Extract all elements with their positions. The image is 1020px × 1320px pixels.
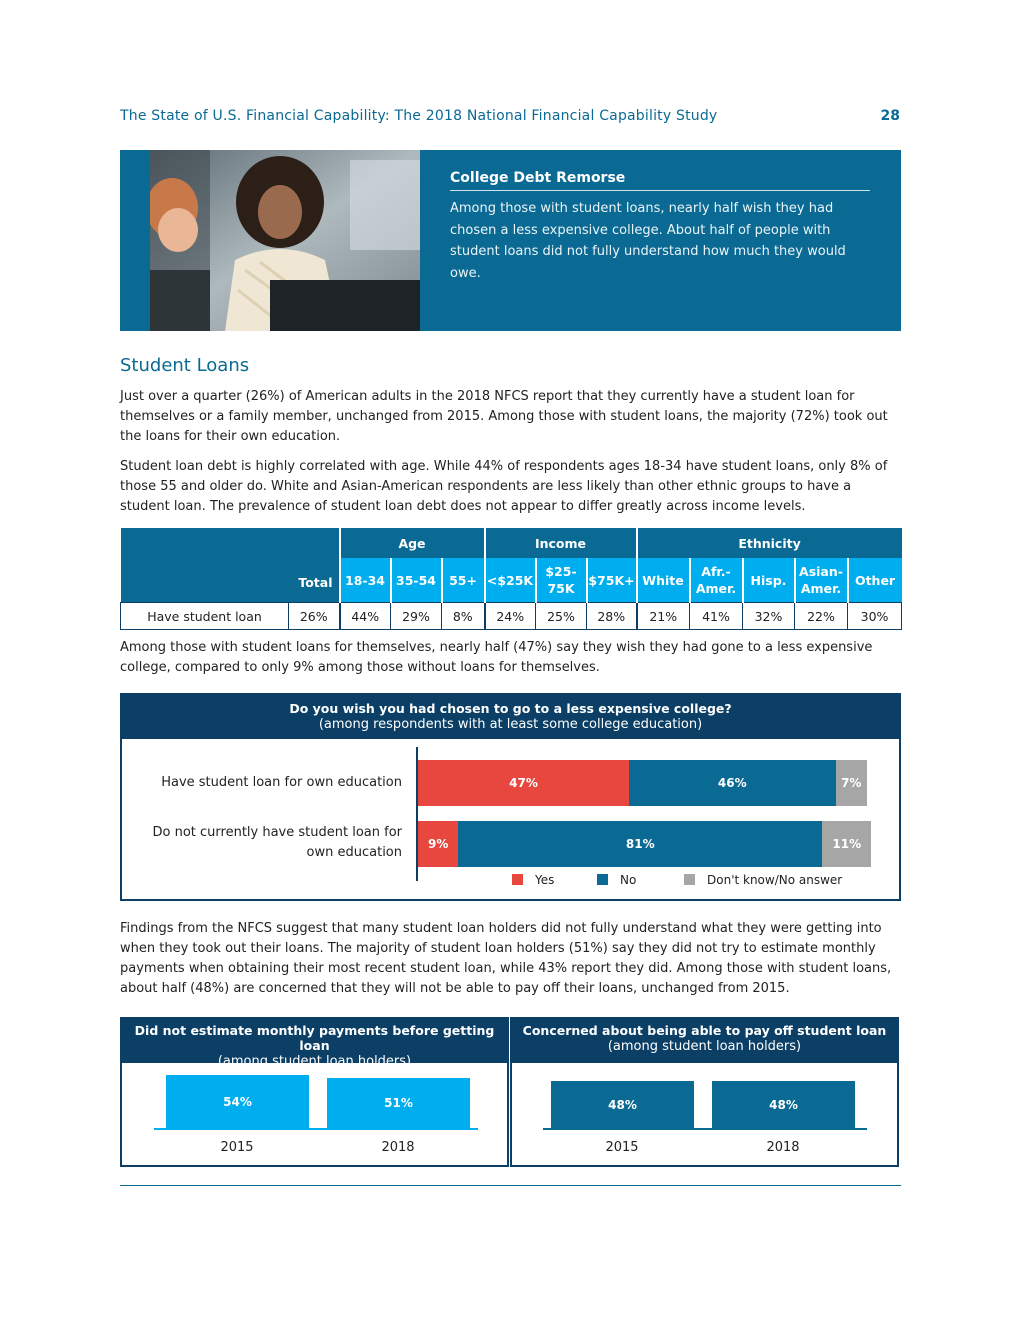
column-header: White	[637, 558, 690, 603]
column-header: Asian- Amer.	[795, 558, 848, 603]
legend-dont-know	[684, 873, 842, 887]
group-header-age: Age	[340, 528, 485, 558]
column-header: Hisp.	[743, 558, 795, 603]
year-label: 2018	[381, 1140, 415, 1155]
column-header: $25- 75K	[536, 558, 587, 603]
student-loan-demographics-table	[120, 528, 902, 630]
chart-subtitle: (among student loan holders)	[217, 1054, 412, 1069]
bar-don-t-know-no-answer-0: 7%	[836, 760, 867, 806]
table-cell: 44%	[340, 603, 391, 630]
table-cell: 8%	[442, 603, 485, 630]
year-label: 2015	[605, 1140, 639, 1155]
bar-no-0: 46%	[629, 760, 836, 806]
table-cell: 24%	[485, 603, 536, 630]
column-header: 18-34	[340, 558, 391, 603]
table-cell: 26%	[289, 603, 340, 630]
bar-2018: 51%	[327, 1078, 470, 1129]
bar-2015: 48%	[551, 1081, 694, 1129]
callout-title: College Debt Remorse	[450, 170, 870, 191]
table-cell: 21%	[637, 603, 690, 630]
group-header-income: Income	[485, 528, 637, 558]
bar-2015: 54%	[166, 1075, 309, 1129]
legend-yes	[512, 873, 554, 887]
bar-no-1: 81%	[458, 821, 822, 867]
column-header: 35-54	[391, 558, 442, 603]
table-corner	[121, 528, 340, 603]
column-header: $75K+	[587, 558, 637, 603]
group-header-ethnicity: Ethnicity	[637, 528, 902, 558]
chart-subtitle: (among student loan holders)	[607, 1039, 802, 1054]
column-header: Other	[848, 558, 902, 603]
legend-swatch	[684, 874, 695, 885]
page-number: 28	[880, 108, 900, 124]
bar-yes-0: 47%	[418, 760, 629, 806]
legend-label: Don't know/No answer	[707, 873, 843, 887]
table-cell: 30%	[848, 603, 902, 630]
chart-title: Do you wish you had chosen to go to a less expensive college?	[289, 701, 732, 716]
section-heading: Student Loans	[120, 355, 250, 376]
paragraph-1: Just over a quarter (26%) of American adults in the 2018 NFCS report that they currently have a student loan for themselves or a family member, unchanged from 2015. Among those with student loans, the majority (72%) took out the loans for their own education.	[120, 389, 888, 444]
bar-yes-1: 9%	[418, 821, 458, 867]
college-wish-chart-header	[120, 693, 901, 739]
table-cell: 28%	[587, 603, 637, 630]
year-label: 2015	[220, 1140, 254, 1155]
callout-body: Among those with student loans, nearly half wish they had chosen a less expensive college. About half of people with student loans did not fully understand how much they would owe.	[450, 201, 846, 281]
table-row	[121, 603, 902, 630]
column-header: <$25K	[485, 558, 536, 603]
chart-title: Did not estimate monthly payments before getting loan	[134, 1023, 495, 1053]
table-cell: 41%	[690, 603, 743, 630]
bar-don-t-know-no-answer-1: 11%	[822, 821, 871, 867]
table-cell: 25%	[536, 603, 587, 630]
running-header-title: The State of U.S. Financial Capability: The 2018 National Financial Capability Study	[120, 108, 718, 124]
table-cell: 22%	[795, 603, 848, 630]
paragraph-3: Among those with student loans for themselves, nearly half (47%) say they wish they had gone to a less expensive college, compared to only 9% among those without loans for themselves.	[120, 640, 873, 675]
category-label: Do not currently have student loan for own education	[152, 825, 402, 860]
legend-swatch	[512, 874, 523, 885]
column-header: Afr.- Amer.	[690, 558, 743, 603]
legend-swatch	[597, 874, 608, 885]
legend-label: Yes	[535, 873, 555, 887]
chart-subtitle: (among respondents with at least some college education)	[318, 717, 703, 732]
column-header: 55+	[442, 558, 485, 603]
payoff-concern-chart-header	[510, 1017, 899, 1063]
paragraph-4: Findings from the NFCS suggest that many student loan holders did not fully understand what they were getting into when they took out their loans. The majority of student loan holders (51%) say they did not try to estimate monthly payments when obtaining their most recent student loan, while 43% report they did. Among those with student loans, about half (48%) are concerned that they will not be able to pay off their loans, unchanged from 2015.	[120, 921, 892, 996]
row-label: Have student loan	[121, 603, 289, 630]
student-photo	[150, 150, 420, 331]
table-cell: 29%	[391, 603, 442, 630]
year-label: 2018	[766, 1140, 800, 1155]
chart-title: Concerned about being able to pay off student loan	[522, 1023, 887, 1038]
paragraph-2: Student loan debt is highly correlated with age. While 44% of respondents ages 18-34 have student loans, only 8% of those 55 and older do. White and Asian-American respondents are less likely than other ethnic groups to have a student loan. The prevalence of student loan debt does not appear to differ greatly across income levels.	[120, 459, 888, 514]
total-header: Total	[121, 575, 339, 602]
legend-label: No	[620, 873, 637, 887]
footer-rule	[120, 1185, 901, 1186]
legend-no	[597, 873, 636, 887]
table-cell: 32%	[743, 603, 795, 630]
category-label: Have student loan for own education	[161, 775, 402, 790]
estimate-payments-chart-header	[120, 1017, 509, 1069]
bar-2018: 48%	[712, 1081, 855, 1129]
